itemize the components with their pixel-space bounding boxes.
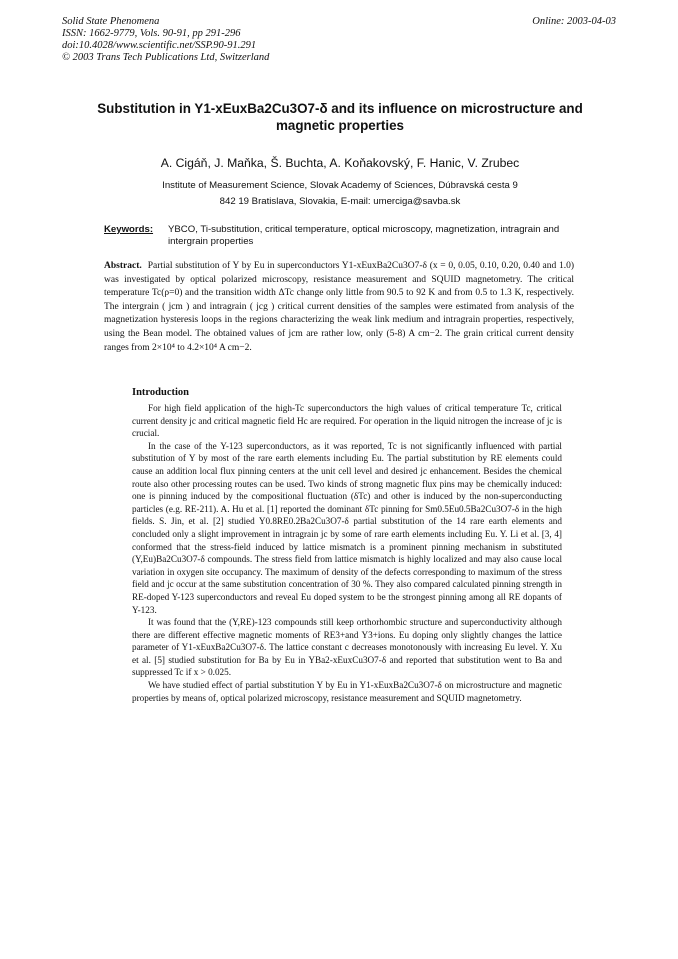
abstract-text: Partial substitution of Y by Eu in superconductors Y1-xEuxBa2Cu3O7-δ (x = 0, 0.05, 0.10, 0.20, 0.40 and 1.0) was investigated by optical polarized microscopy, resistance measurement and SQUID magnetometry. The critical temperature Tc(ρ=0) and the transition width ΔTc change only little from 90.5 to 92 K and from 0.5 to 1.3 K, respectively. The intergrain ( jcm ) and intragrain ( jcg ) critical current densities of the samples were estimated from analysis of the magnetization hysteresis loops in the regions characterizing the weak link medium and intragrain properties, respectively, using the Bean model. The obtained values of jcm are rather low, only (5-8) A cm−2. The grain critical current density ranges from 2×10⁴ to 4.2×10⁴ A cm−2.: [104, 261, 574, 353]
keywords-text: YBCO, Ti-substitution, critical temperature, optical microscopy, magnetization, intragrain and intergrain properties: [168, 224, 560, 247]
copyright-line: © 2003 Trans Tech Publications Ltd, Switzerland: [62, 52, 270, 63]
paragraph: We have studied effect of partial substitution Y by Eu in Y1-xEuxBa2Cu3O7-δ on microstructure and magnetic properties by means of, optical polarized microscopy, resistance measurement and SQUID magnetometry.: [132, 680, 562, 703]
affiliation-line-2: 842 19 Bratislava, Slovakia, E-mail: umerciga@savba.sk: [219, 196, 461, 207]
journal-header: [62, 16, 269, 64]
introduction-heading: Introduction: [132, 387, 189, 398]
abstract-label: Abstract.: [104, 261, 142, 271]
doi-line: doi:10.4028/www.scientific.net/SSP.90-91.291: [62, 40, 257, 51]
keywords-label: Keywords:: [104, 224, 154, 235]
online-date: Online: 2003-04-03: [532, 16, 616, 27]
affiliation-line-1: Institute of Measurement Science, Slovak Academy of Sciences, Dúbravská cesta 9: [162, 180, 518, 191]
introduction-body: [132, 402, 562, 704]
paragraph: It was found that the (Y,RE)-123 compounds still keep orthorhombic structure and superconductivity although there are different effective magnetic moments of RE3+and Y3+ions. Eu doping only slightly changes the lattice parameter of Y1-xEuxBa2Cu3O7-δ. The lattice constant c decreases monotonously with increasing Eu level. Y. Xu et al. [5] studied substitution for Ba by Eu in YBa2-xEuxCu3O7-δ and reported that substitution went to Ba and suppressed Tc if x > 0.025.: [132, 617, 562, 678]
affiliation: [95, 178, 585, 210]
authors: A. Cigáň, J. Maňka, Š. Buchta, A. Koňakovský, F. Hanic, V. Zrubec: [160, 156, 520, 170]
keywords: [104, 224, 574, 248]
paragraph: In the case of the Y-123 superconductors, as it was reported, Tc is not significantly influenced with partial substitution of Y by most of the rare earth elements including Eu. The partial substitution by RE elements could cause an addition local flux pinning centers at the unit cell level and desired jc enhancement. Besides the chemical route also other processing routes can be used. Two kinds of strong magnetic flux pins may be chemically induced: one is pinning induced by the compositional fluctuation (δTc) and other is induced by the non-superconducting particles (e.g. RE-211). A. Hu et al. [1] reported the dominant δTc pinning for Sm0.5Eu0.5Ba2Cu3O7-δ in the high fields. S. Jin, et al. [2] studied Y0.8RE0.2Ba2Cu3O7-δ partial substitution of the 14 rare earth elements and concluded only a slight improvement in intragrain jc by some of rare earth elements including Eu. Y. Li et al. [3, 4] conformed that the stress-field induced by lattice mismatch is a prominent pinning mechanism in substituted (Y,Eu)Ba2Cu3O7-δ compounds. The stress field from lattice mismatch is highly localized and may also cause local variation in oxygen site occupancy. The maximum of density of the defects corresponding to maximum of the stress field and jc occur at the same substitution concentration of 30 %. They also compared calculated pinning strength in RE-doped Y-123 superconductors and reveal Eu doped system to be the strongest pinning among all RE dopants of Y-123.: [132, 440, 562, 615]
paper-title: Substitution in Y1-xEuxBa2Cu3O7-δ and its influence on microstructure and magnetic properties: [97, 101, 583, 133]
paragraph: For high field application of the high-Tc superconductors the high values of critical temperature Tc, critical current density jc and critical magnetic field Hc are required. For operation in the liquid nitrogen the increase of jc is crucial.: [132, 403, 562, 439]
abstract: [104, 260, 574, 355]
journal-name: Solid State Phenomena: [62, 16, 160, 27]
issn-line: ISSN: 1662-9779, Vols. 90-91, pp 291-296: [62, 28, 241, 39]
